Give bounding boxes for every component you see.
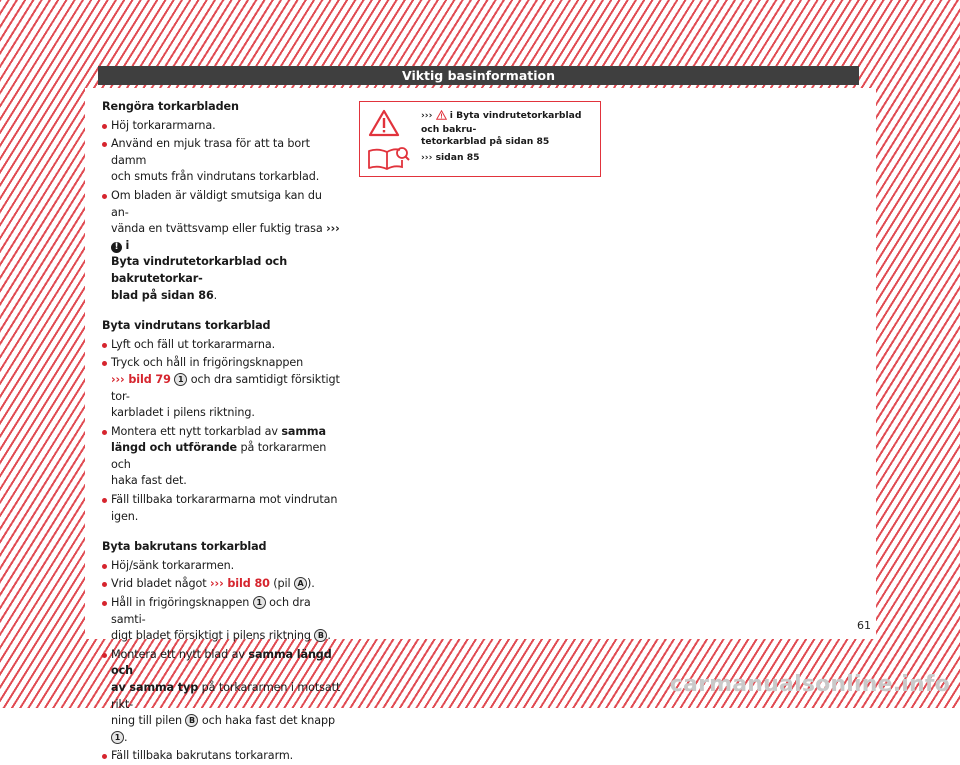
callout-number: 1: [174, 373, 187, 386]
callout-number: 1: [111, 731, 124, 744]
bullet-icon: [102, 194, 107, 199]
section-title-rear-wiper: Byta bakrutans torkarblad: [102, 540, 267, 554]
bullet-icon: [102, 343, 107, 348]
page-header: Viktig basinformation: [98, 66, 859, 85]
bullet-icon: [102, 142, 107, 147]
callout-letter: B: [185, 714, 198, 727]
list-item: Fäll tillbaka torkararmarna mot vindrutan igen.: [102, 492, 342, 525]
manual-reference-text[interactable]: ››› sidan 85: [421, 152, 480, 163]
list-item: Håll in frigöringsknappen 1 och dra samti- digt bladet försiktigt i pilens riktning B .: [102, 595, 342, 645]
bullet-icon: [102, 498, 107, 503]
bullet-icon: [102, 601, 107, 606]
manual-book-icon: [366, 145, 410, 175]
bullet-icon: [102, 582, 107, 587]
list-item: Montera ett nytt torkarblad av samma längd och utförande på torkararmen och haka fast det.: [102, 424, 342, 490]
cross-reference-link[interactable]: blad på sidan 86: [111, 288, 214, 302]
callout-number: 1: [253, 596, 266, 609]
warning-icon: !: [111, 242, 122, 253]
bullet-icon: [102, 564, 107, 569]
bullet-icon: [102, 124, 107, 129]
cross-reference-link[interactable]: Byta vindrutetorkarblad och bakrutetorkar-: [111, 255, 288, 285]
list-item: Vrid bladet något ››› bild 80 (pil A ).: [102, 576, 342, 593]
reference-arrow[interactable]: ›››: [326, 222, 340, 236]
figure-reference-link[interactable]: ››› bild 79: [111, 372, 171, 386]
main-column: [102, 99, 342, 765]
list-item: Montera ett nytt blad av samma längd och av samma typ på torkararmen i motsatt rikt- ning till pilen B och haka fast det knapp 1 .: [102, 647, 342, 747]
list-item: Höj/sänk torkararmen.: [102, 558, 342, 575]
list-item: Om bladen är väldigt smutsiga kan du an- vända en tvättsvamp eller fuktig trasa ››› ! i Byta vindrutetorkarblad och bakrutetorkar- blad på sidan 86.: [102, 188, 342, 304]
list-item: Använd en mjuk trasa för att ta bort damm och smuts från vindrutans torkarblad.: [102, 136, 342, 186]
section-title-clean: Rengöra torkarbladen: [102, 100, 239, 113]
bullet-icon: [102, 361, 107, 366]
section-title-front-wiper: Byta vindrutans torkarblad: [102, 319, 271, 333]
warning-reference-text[interactable]: ››› i Byta vindrutetorkarblad och bakru- tetorkarblad på sidan 85: [421, 110, 582, 147]
bullet-icon: [102, 430, 107, 435]
list-item: Lyft och fäll ut torkararmarna.: [102, 337, 342, 354]
figure-reference-link[interactable]: ››› bild 80: [210, 577, 270, 591]
bullet-icon: [102, 653, 107, 658]
list-item: Tryck och håll in frigöringsknappen ››› bild 79 1 och dra samtidigt försiktigt tor- karbladet i pilens riktning.: [102, 355, 342, 421]
warning-triangle-icon: [368, 109, 400, 141]
page-number: 61: [857, 619, 871, 632]
warning-small-icon: [436, 110, 447, 124]
list-item: Höj torkararmarna.: [102, 118, 342, 135]
warning-reference-box: [359, 101, 601, 177]
watermark: carmanualsonline.info: [669, 672, 950, 697]
callout-letter: A: [294, 577, 307, 590]
callout-letter: B: [314, 629, 327, 642]
list-item: Fäll tillbaka bakrutans torkararm.: [102, 748, 342, 765]
bullet-icon: [102, 754, 107, 759]
